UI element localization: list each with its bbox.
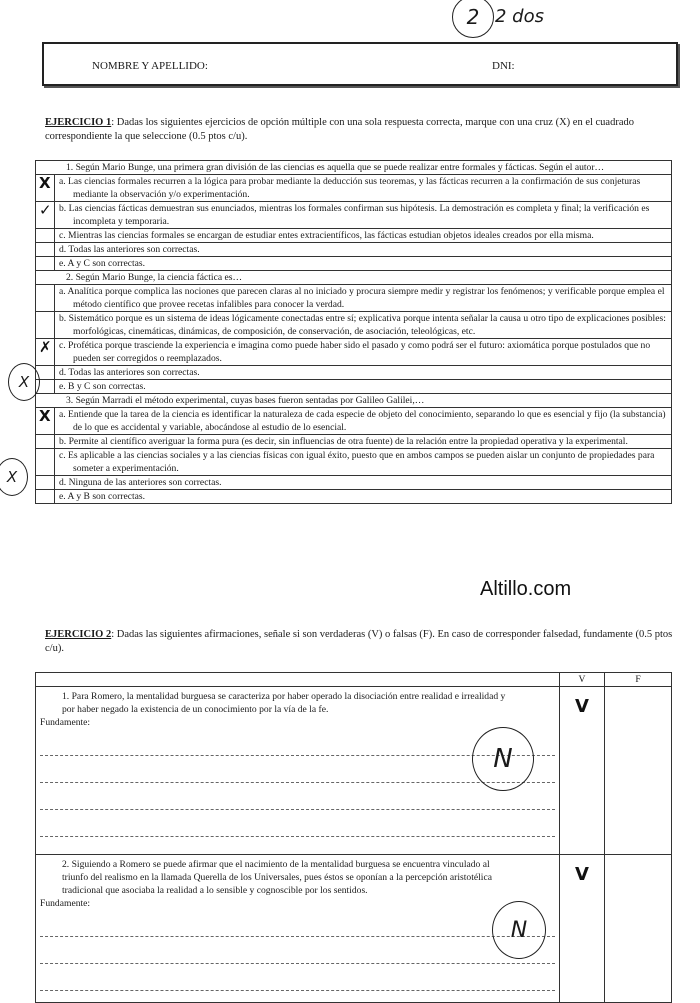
watermark: Altillo.com [480,578,572,600]
answer-checkbox[interactable] [36,202,55,229]
ejercicio1-table [35,160,672,504]
option-row [36,312,672,339]
option-label: a. Entiende que la tarea de la ciencia es identificar la naturaleza de cada especie de objeto del conocimiento, separando lo que es esencial y fijo (la substancia) de lo que es accidental y variable, abocándose al estudio de lo esencial. [59,409,666,433]
option-label: d. Todas las anteriores son correctas. [59,244,200,255]
fundamento-line[interactable] [40,910,555,937]
grade-number: 2 [466,5,480,29]
option-label: b. Permite al científico averiguar la forma pura (es decir, sin influencias de otra fuente) de la relación entre la propiedad operativa y la experimental. [59,436,628,447]
option-row [36,380,672,394]
option-label: b. Las ciencias fácticas demuestran sus enunciados, mientras los formales confirman sus hipótesis. La demostración es completa y final; la verificación es incompleta y temporaria. [59,203,650,227]
option-row [36,449,672,476]
option-row [36,285,672,312]
answer-checkbox[interactable] [36,285,55,312]
option-row [36,175,672,202]
question-row [36,394,672,408]
answer-mark: ✗ [39,338,52,356]
option-text [55,380,672,394]
table-row [36,687,672,855]
answer-checkbox[interactable] [36,229,55,243]
option-row [36,408,672,435]
question-stem: 2. Según Mario Bunge, la ciencia fáctica es… [36,271,672,285]
v-cell[interactable] [560,855,605,1003]
ejercicio2-title: EJERCICIO 2 [45,629,112,640]
answer-checkbox[interactable] [36,408,55,435]
grade-mark-item1: N [472,727,534,791]
option-text [55,229,672,243]
option-label: c. Mientras las ciencias formales se encargan de estudiar entes extracientíficos, las fácticas estudian objetos ideales creados por ella misma. [59,230,594,241]
ejercicio2-instructions: : Dadas las siguientes afirmaciones, señale si son verdaderas (V) o falsas (F). En caso de corresponder falsedad, fundamente (0.5 ptos c/u). [45,629,673,654]
table-header-row [36,673,672,687]
ejercicio2-heading [45,628,673,656]
option-text [55,312,672,339]
option-label: b. Sistemático porque es un sistema de ideas lógicamente conectadas entre sí; explicativa porque intenta señalar la causa u otro tipo de explicaciones posibles: morfológicas, cinemáticas, dinámicas, de composición, de conservación, de asociación, teleológicas, etc. [59,313,666,337]
fundamento-line[interactable] [40,937,555,964]
option-row [36,243,672,257]
v-header: V [560,673,605,687]
ejercicio2-table [35,672,672,1003]
v-cell[interactable] [560,687,605,855]
option-text [55,366,672,380]
option-label: e. A y C son correctas. [59,258,146,269]
answer-checkbox[interactable] [36,490,55,504]
option-label: c. Es aplicable a las ciencias sociales y a las ciencias físicas con igual éxito, puesto que en ambos campos se pueden aislar un conjunto de propiedades para someter a experimentación. [59,450,655,474]
answer-checkbox[interactable] [36,257,55,271]
question-stem: 3. Según Marradi el método experimental, cuyas bases fueron sentadas por Galileo Galilei,… [36,394,672,408]
answer-mark: X [39,174,51,192]
option-row [36,229,672,243]
grade-mark-item2: N [492,901,546,959]
option-text [55,339,672,366]
fundamento-label: Fundamente: [40,898,91,909]
answer-checkbox[interactable] [36,449,55,476]
fundamento-line[interactable] [40,783,555,810]
option-row [36,366,672,380]
option-text [55,243,672,257]
grade-mark-q2: X [8,363,40,401]
option-text [55,435,672,449]
answer-checkbox[interactable] [36,312,55,339]
statement-text: 1. Para Romero, la mentalidad burguesa se caracteriza por haber operado la disociación entre realidad e irrealidad y por haber negado la existencia de un conocimiento por la vía de la fe. [62,691,506,715]
statement-header [36,673,560,687]
answer-checkbox[interactable] [36,175,55,202]
dni-label: DNI: [492,60,515,72]
grade-circle [452,0,494,38]
fundamento-line[interactable] [40,964,555,991]
option-text [55,476,672,490]
answer-checkbox[interactable] [36,435,55,449]
option-row [36,257,672,271]
option-row [36,202,672,229]
question-stem: 1. Según Mario Bunge, una primera gran división de las ciencias es aquella que se puede realizar entre formales y fácticas. Según el autor… [36,161,672,175]
option-label: e. B y C son correctas. [59,381,146,392]
option-text [55,257,672,271]
fundamento-label: Fundamente: [40,717,91,728]
option-label: a. Las ciencias formales recurren a la lógica para probar mediante la deducción sus teoremas, y las fácticas recurren a la confirmación de sus conjeturas mediante la observación y/o experimentación. [59,176,641,200]
option-text [55,449,672,476]
answer-checkbox[interactable] [36,243,55,257]
option-text [55,202,672,229]
answer-mark: V [575,864,589,885]
question-row [36,271,672,285]
student-info-box [42,42,678,86]
statement-cell [36,855,560,1003]
option-row [36,339,672,366]
option-text [55,490,672,504]
f-cell[interactable] [605,687,672,855]
ejercicio1-heading [45,116,673,144]
answer-mark: ✓ [39,201,52,219]
option-text [55,408,672,435]
option-label: d. Todas las anteriores son correctas. [59,367,200,378]
option-label: e. A y B son correctas. [59,491,146,502]
answer-mark: X [39,407,51,425]
table-row [36,855,672,1003]
f-header: F [605,673,672,687]
option-row [36,490,672,504]
grade-mark-q3: X [0,458,28,496]
grade-handwritten: 2 dos [495,6,544,27]
question-row [36,161,672,175]
option-label: c. Profética porque trasciende la experiencia e imagina como puede haber sido el pasado y como podrá ser el futuro: axiomática porque postulados que no pueden ser corregidos o reemplazados. [59,340,651,364]
option-label: d. Ninguna de las anteriores son correctas. [59,477,222,488]
ejercicio1-instructions: : Dadas los siguientes ejercicios de opción múltiple con una sola respuesta correcta, marque con una cruz (X) en el cuadrado correspondiente la que seleccione (0.5 ptos c/u). [45,117,634,142]
option-row [36,435,672,449]
answer-checkbox[interactable] [36,339,55,366]
name-label: NOMBRE Y APELLIDO: [92,60,208,72]
answer-checkbox[interactable] [36,476,55,490]
option-text [55,175,672,202]
option-label: a. Analítica porque complica las nociones que parecen claras al no iniciado y procura siempre medir y registrar los fenómenos; y verificable porque emplea el método científico que provee recetas infalibles para conocer la verdad. [59,286,665,310]
fundamento-line[interactable] [40,810,555,837]
option-row [36,476,672,490]
statement-cell [36,687,560,855]
ejercicio1-title: EJERCICIO 1 [45,117,112,128]
answer-mark: V [575,696,589,717]
f-cell[interactable] [605,855,672,1003]
statement-text: 2. Siguiendo a Romero se puede afirmar que el nacimiento de la mentalidad burguesa se encuentra vinculado al triunfo del realismo en la llamada Querella de los Universales, pues éstos se oponían a la percepción aristotélica tradicional que asociaba la realidad a lo sensible y cognoscible por los sentidos. [62,859,492,896]
option-text [55,285,672,312]
